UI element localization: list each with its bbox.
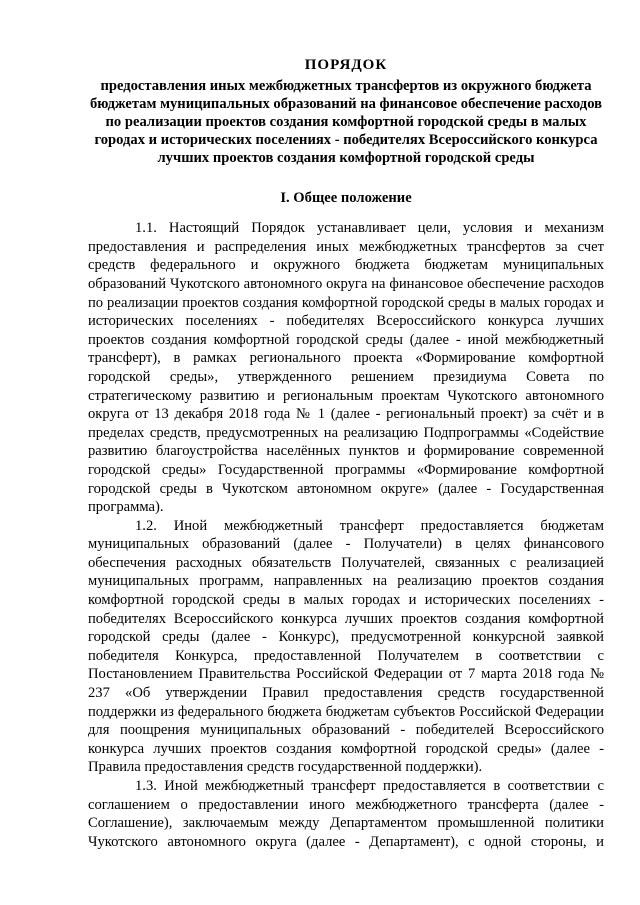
document-page (88, 56, 604, 851)
paragraph-1-1: 1.1. Настоящий Порядок устанавливает цели, условия и механизм предоставления и распределения иных межбюджетных трансфертов за счет средств федерального и окружного бюджета бюджетам муниципальных образований Чукотского автономного округа на финансовое обеспечение расходов по реализации проектов создания комфортной городской среды в малых городах и исторических поселениях - победителях Всероссийского конкурса лучших проектов создания комфортной городской среды (далее - иной межбюджетный трансферт), в рамках регионального проекта «Формирование комфортной городской среды», утвержденного решением президиума Совета по стратегическому развитию и региональным проектам Чукотского автономного округа от 13 декабря 2018 года № 1 (далее - региональный проект) за счёт и в пределах средств, предусмотренных на реализацию Подпрограммы «Содействие развитию благоустройства населённых пунктов и формирование современной городской среды» Государственной программы «Формирование комфортной городской среды в Чукотском автономном округе» (далее - Государственная программа). (88, 220, 604, 516)
document-subtitle: предоставления иных межбюджетных трансфертов из окружного бюджета бюджетам муниципальных образований на финансовое обеспечение расходов по реализации проектов создания комфортной городской среды в малых городах и исторических поселениях - победителях Всероссийского конкурса лучших проектов создания комфортной городской среды (89, 77, 603, 167)
paragraph-1-3: 1.3. Иной межбюджетный трансферт предоставляется в соответствии с соглашением о предоставлении иного межбюджетного трансферта (далее - Соглашение), заключаемым между Департаментом промышленной политики Чукотского автономного округа (далее - Департамент), с одной стороны, и (88, 778, 604, 850)
document-title: ПОРЯДОК (304, 57, 388, 73)
paragraph-1-2: 1.2. Иной межбюджетный трансферт предоставляется бюджетам муниципальных образований (далее - Получатели) в целях финансового обеспечения расходных обязательств Получателей, связанных с реализацией муниципальных программ, направленных на реализацию проектов создания комфортной городской среды в малых городах и исторических поселениях - победителях Всероссийского конкурса лучших проектов создания комфортной городской среды (далее - Конкурс), предусмотренной конкурсной заявкой победителя Конкурса, предоставленной Получателем в соответствии с Постановлением Правительства Российской Федерации от 7 марта 2018 года № 237 «Об утверждении Правил предоставления средств государственной поддержки из федерального бюджета бюджетам субъектов Российской Федерации для поощрения муниципальных образований - победителей Всероссийского конкурса лучших проектов создания комфортной городской среды» (далее - Правила предоставления средств государственной поддержки). (88, 517, 604, 776)
section-heading: I. Общее положение (280, 189, 412, 206)
